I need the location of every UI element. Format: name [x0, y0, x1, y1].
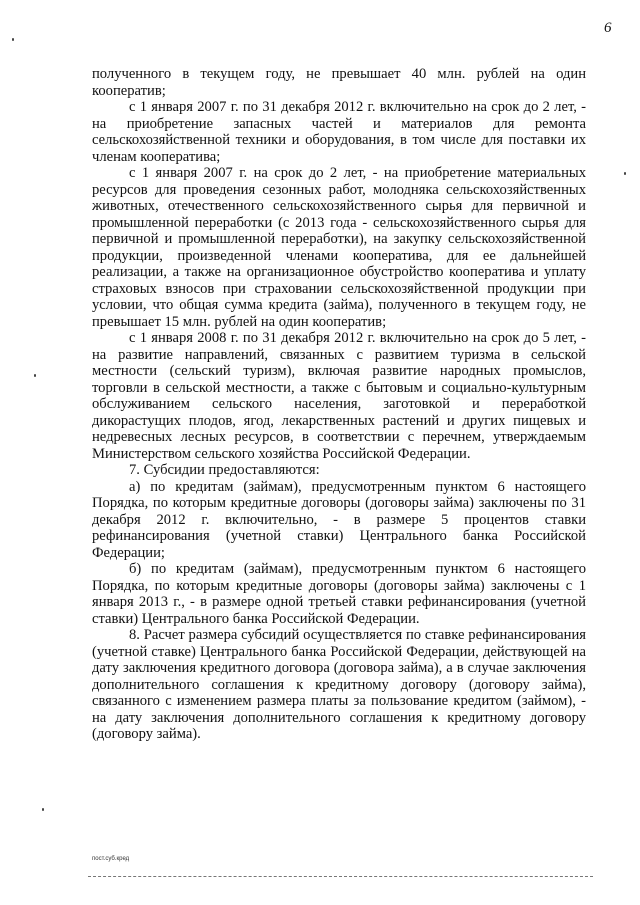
document-body: [92, 66, 586, 743]
scan-speck: [42, 808, 44, 811]
paragraph: полученного в текущем году, не превышает 40 млн. рублей на один кооператив;: [92, 66, 586, 99]
paragraph: с 1 января 2008 г. по 31 декабря 2012 г. включительно на срок до 5 лет, - на развитие направлений, связанных с развитием туризма в сельской местности (сельский туризм), включая развитие народных промыслов, торговли в сельской местности, а также с бытовым и социально-культурным обслуживанием сельского населения, заготовкой и переработкой дикорастущих плодов, ягод, лекарственных растений и других пищевых и недревесных лесных ресурсов, в соответствии с перечнем, утверждаемым Министерством сельского хозяйства Российской Федерации.: [92, 330, 586, 462]
paragraph: 8. Расчет размера субсидий осуществляется по ставке рефинансирования (учетной ставке) Центрального банка Российской Федерации, действующей на дату заключения кредитного договора (договора займа), а в случае заключения дополнительного соглашения к кредитному договору (договору займа), связанного с изменением размера платы за пользование кредитом (займом), - на дату заключения дополнительного соглашения к кредитному договору (договору займа).: [92, 627, 586, 742]
paragraph: а) по кредитам (займам), предусмотренным пунктом 6 настоящего Порядка, по которым кредитные договоры (договоры займа) заключены по 31 декабря 2012 г. включительно, - в размере 5 процентов ставки рефинансирования (учетной ставки) Центрального банка Российской Федерации;: [92, 478, 586, 561]
page-number: 6: [604, 20, 612, 36]
bottom-divider: [88, 876, 593, 877]
footer-file-code: пост.суб.кред: [92, 856, 130, 862]
section-heading: 7. Субсидии предоставляются:: [129, 462, 320, 478]
scan-speck: [12, 38, 14, 41]
paragraph: б) по кредитам (займам), предусмотренным пунктом 6 настоящего Порядка, по которым кредитные договоры (договоры займа) заключены с 1 января 2013 г., - в размере одной третьей ставки рефинансирования (учетной ставки) Центрального банка Российской Федерации.: [92, 561, 586, 627]
paragraph: с 1 января 2007 г. по 31 декабря 2012 г. включительно на срок до 2 лет, - на приобретение запасных частей и материалов для ремонта сельскохозяйственной техники и оборудования, в том числе для поставки их членам кооператива;: [92, 99, 586, 165]
scan-speck: [624, 172, 626, 175]
paragraph: с 1 января 2007 г. на срок до 2 лет, - на приобретение материальных ресурсов для проведения сезонных работ, молодняка сельскохозяйственных животных, отечественного сельскохозяйственного сырья для первичной и промышленной переработки (с 2013 года - сельскохозяйственного сырья для первичной и промышленной переработки), на закупку сельскохозяйственной продукции, произведенной членами кооператива, для ее дальнейшей реализации, а также на организационное обустройство кооператива и уплату страховых взносов при страховании сельскохозяйственной продукции при условии, что общая сумма кредита (займа), полученного в текущем году, не превышает 15 млн. рублей на один кооператив;: [92, 165, 586, 330]
scan-speck: [34, 374, 36, 377]
